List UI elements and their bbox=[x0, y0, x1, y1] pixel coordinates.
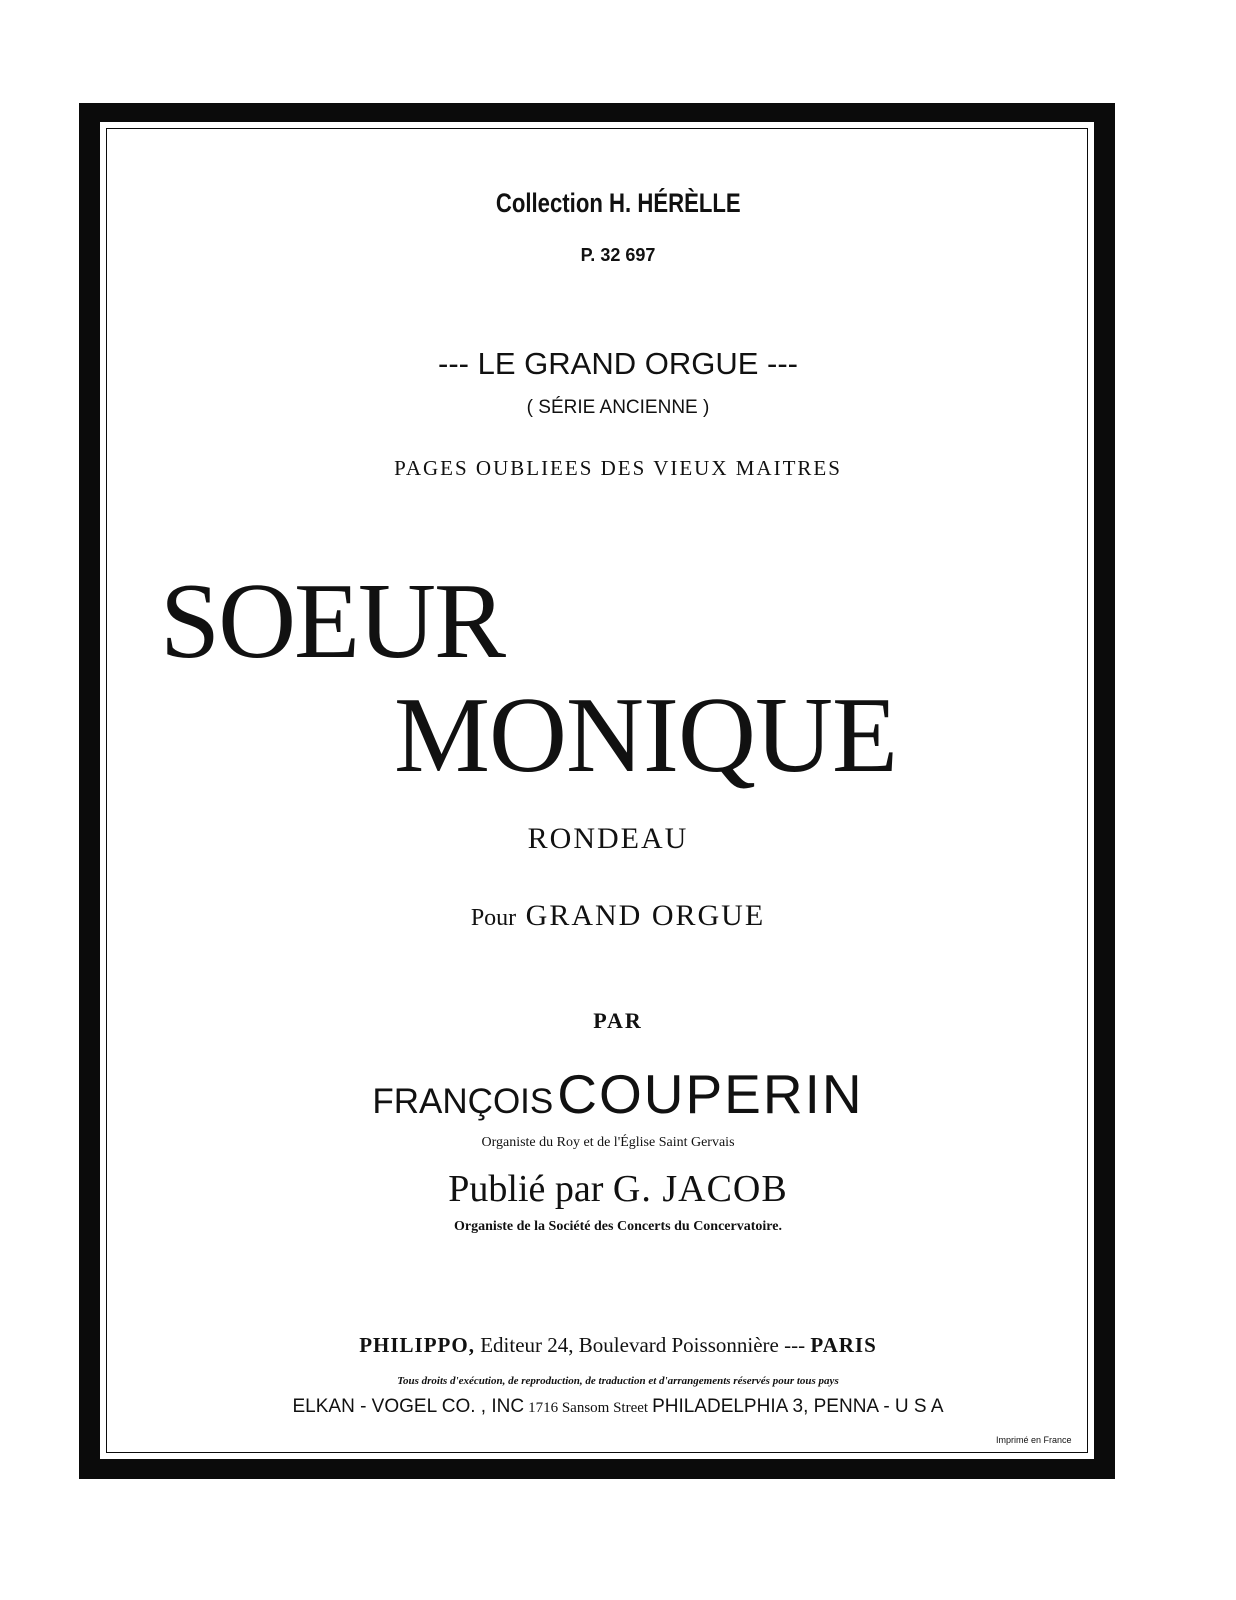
us-publisher-address: 1716 Sansom Street bbox=[528, 1400, 649, 1416]
instrument-line bbox=[0, 899, 1236, 933]
publisher-city: PARIS bbox=[810, 1333, 877, 1357]
publisher-address: Editeur 24, Boulevard Poissonnière bbox=[480, 1333, 779, 1357]
rights-notice-text: Tous droits d'exécution, de reproduction, de traduction et d'arrangements réservés pour tous pays bbox=[397, 1375, 839, 1387]
series-subtitle-text: ( SÉRIE ANCIENNE ) bbox=[526, 397, 710, 418]
catalog-number-text: P. 32 697 bbox=[580, 245, 656, 265]
editor-prefix: Publié par bbox=[448, 1168, 604, 1210]
us-publisher-city: PHILADELPHIA 3, PENNA - U S A bbox=[652, 1396, 944, 1417]
composer-last-name: COUPERIN bbox=[557, 1063, 864, 1125]
editor-role-text: Organiste de la Société des Concerts du Concervatoire. bbox=[454, 1219, 782, 1234]
work-form bbox=[0, 822, 1226, 856]
rights-notice bbox=[0, 1375, 1236, 1387]
series-tagline bbox=[0, 456, 1236, 481]
editor-name: G. JACOB bbox=[612, 1168, 788, 1210]
us-publisher-name: ELKAN - VOGEL CO. , INC bbox=[292, 1396, 525, 1417]
publisher-us-line bbox=[0, 1396, 1236, 1418]
publisher-name: PHILIPPO, bbox=[359, 1333, 475, 1357]
by-label bbox=[0, 1008, 1236, 1034]
composer-role bbox=[0, 1135, 1226, 1151]
instrument-name: GRAND ORGUE bbox=[525, 899, 766, 932]
collection-text: Collection H. HÉRÈLLE bbox=[495, 188, 741, 218]
composer-role-text: Organiste du Roy et de l'Église Saint Gervais bbox=[481, 1135, 735, 1150]
by-label-text: PAR bbox=[593, 1008, 643, 1033]
publisher-separator: --- bbox=[784, 1333, 806, 1357]
work-form-text: RONDEAU bbox=[527, 822, 689, 855]
editor-role bbox=[0, 1219, 1236, 1235]
publisher-paris-line bbox=[0, 1333, 1236, 1358]
work-title-line1: SOEUR bbox=[160, 562, 505, 681]
collection-title bbox=[0, 188, 1236, 219]
catalog-number bbox=[0, 245, 1236, 266]
series-title bbox=[0, 346, 1236, 382]
series-tagline-text: PAGES OUBLIEES DES VIEUX MAITRES bbox=[394, 456, 842, 480]
composer-first-name: FRANÇOIS bbox=[372, 1082, 554, 1121]
printed-in-france: Imprimé en France bbox=[996, 1435, 1072, 1445]
instrument-prefix: Pour bbox=[470, 905, 517, 931]
series-subtitle bbox=[0, 397, 1236, 419]
editor-line bbox=[0, 1167, 1236, 1211]
series-title-text: --- LE GRAND ORGUE --- bbox=[438, 346, 798, 381]
composer-name bbox=[0, 1062, 1236, 1126]
work-title-line2: MONIQUE bbox=[394, 676, 897, 795]
